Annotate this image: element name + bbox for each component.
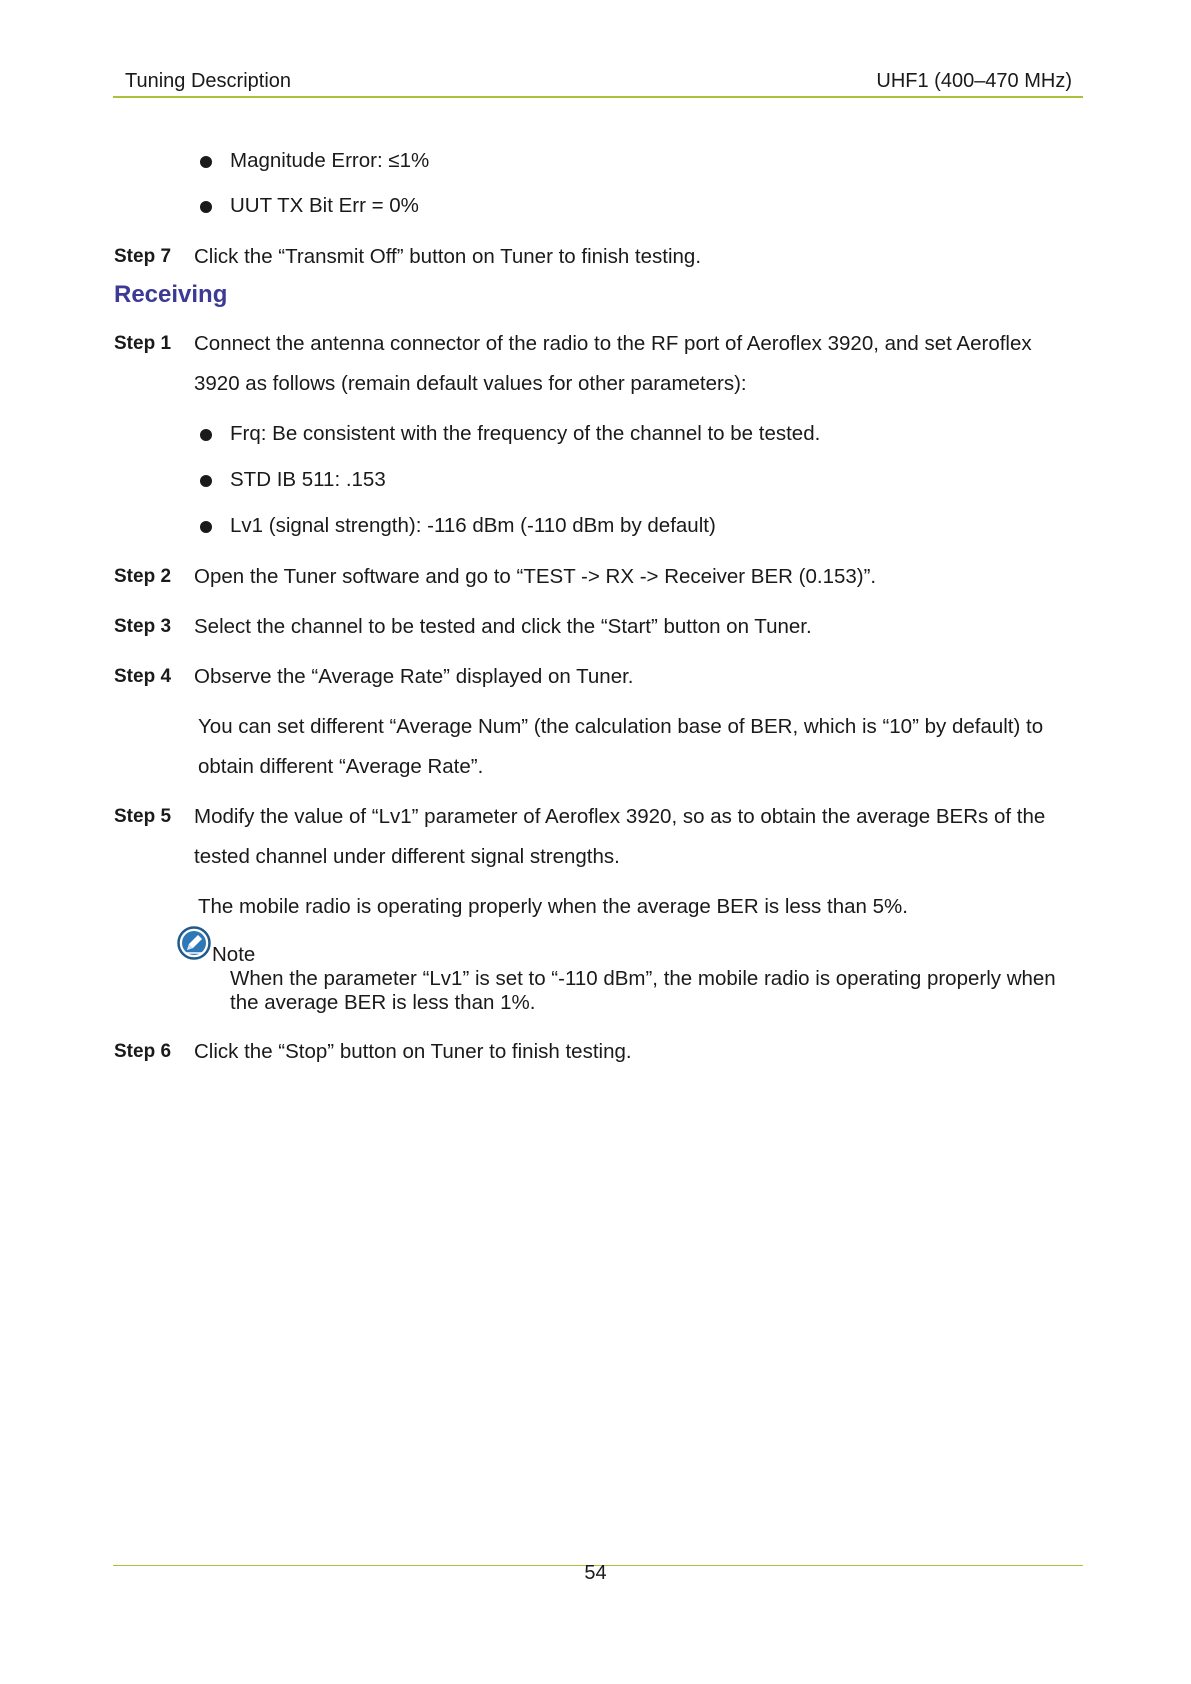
- step-label: Step 4: [114, 666, 172, 687]
- step-text: Observe the “Average Rate” displayed on Tuner.: [194, 665, 634, 688]
- step-label: Step 5: [114, 806, 172, 827]
- note-text: the average BER is less than 1%.: [230, 991, 536, 1014]
- step-label: Step 2: [114, 566, 172, 587]
- section-title: Receiving: [114, 281, 228, 308]
- list-item-text: Frq: Be consistent with the frequency of the channel to be tested.: [230, 422, 821, 445]
- step-text: Click the “Transmit Off” button on Tuner to finish testing.: [194, 245, 702, 268]
- list-item-text: UUT TX Bit Err = 0%: [230, 194, 419, 217]
- step-label: Step 3: [114, 616, 172, 637]
- step-paragraph: You can set different “Average Num” (the calculation base of BER, which is “10” by default) to: [198, 715, 1044, 738]
- step-label: Step 7: [114, 246, 172, 267]
- step-label: Step 6: [114, 1041, 172, 1062]
- step-text: Select the channel to be tested and click the “Start” button on Tuner.: [194, 615, 812, 638]
- list-item-text: Lv1 (signal strength): -116 dBm (-110 dBm by default): [230, 514, 716, 537]
- bullet-icon: [200, 156, 212, 168]
- note-text: When the parameter “Lv1” is set to “-110 dBm”, the mobile radio is operating properly when: [230, 967, 1056, 990]
- bullet-icon: [200, 201, 212, 213]
- header-band: UHF1 (400–470 MHz): [876, 70, 1072, 92]
- step-text-continued: 3920 as follows (remain default values for other parameters):: [194, 372, 747, 395]
- bullet-icon: [200, 521, 212, 533]
- step-text: Open the Tuner software and go to “TEST -> RX -> Receiver BER (0.153)”.: [194, 565, 877, 588]
- header-rule: [113, 96, 1083, 98]
- header-title: Tuning Description: [125, 70, 292, 92]
- step-label: Step 1: [114, 333, 172, 354]
- list-item-text: Magnitude Error: ≤1%: [230, 149, 430, 172]
- list-item-text: STD IB 511: .153: [230, 468, 386, 491]
- note-label: Note: [212, 943, 256, 966]
- step-paragraph: obtain different “Average Rate”.: [198, 755, 484, 778]
- step-text: Connect the antenna connector of the radio to the RF port of Aeroflex 3920, and set Aeroflex: [194, 332, 1032, 355]
- step-text: Modify the value of “Lv1” parameter of Aeroflex 3920, so as to obtain the average BERs of the: [194, 805, 1046, 828]
- step-text-continued: tested channel under different signal strengths.: [194, 845, 620, 868]
- page-number: 54: [584, 1562, 607, 1584]
- step-paragraph: The mobile radio is operating properly when the average BER is less than 5%.: [198, 895, 908, 918]
- bullet-icon: [200, 475, 212, 487]
- note-pencil-icon: [177, 926, 211, 960]
- bullet-icon: [200, 429, 212, 441]
- step-text: Click the “Stop” button on Tuner to finish testing.: [194, 1040, 632, 1063]
